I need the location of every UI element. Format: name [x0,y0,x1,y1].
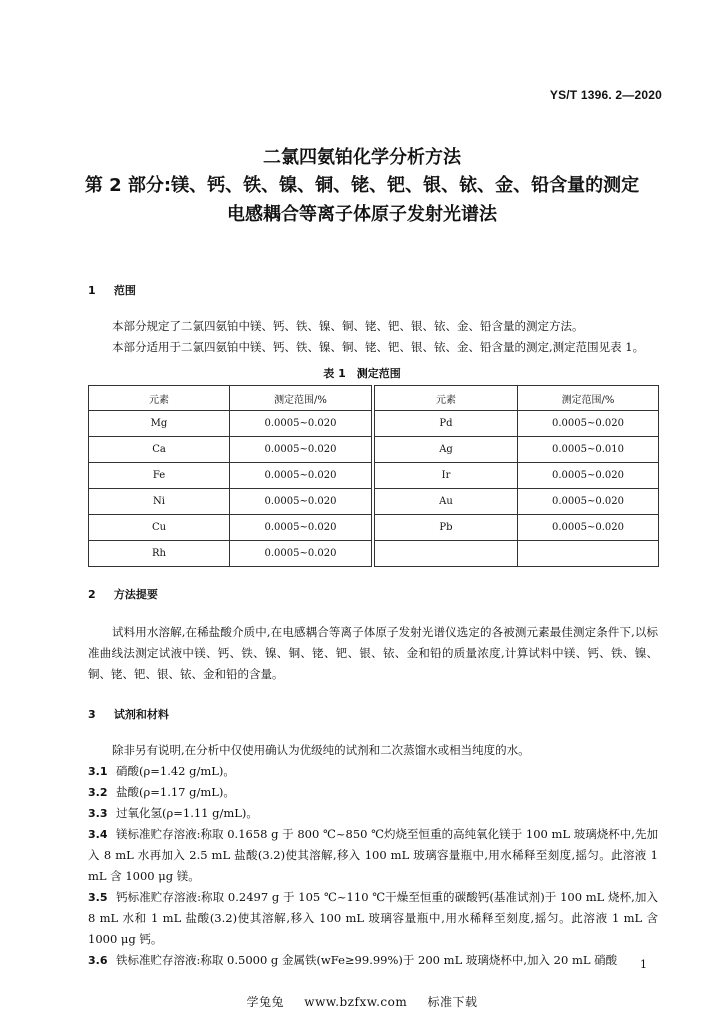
range-cell: 0.0005~0.020 [230,463,372,489]
table-row [89,411,372,437]
range-table-left [88,385,372,567]
table-row [89,437,372,463]
table-header-row [375,386,659,411]
element-cell [375,541,518,567]
section-title: 方法提要 [113,588,158,601]
item-number: 3.1 [88,765,108,778]
document-title-line2: 第 2 部分:镁、钙、铁、镍、铜、铑、钯、银、铱、金、铅含量的测定 [84,175,640,196]
section-2-paragraph: 试料用水溶解,在稀盐酸介质中,在电感耦合等离子体原子发射光谱仪选定的各被测元素最佳测定条件下,以标准曲线法测定试液中镁、钙、铁、镍、铜、铑、钯、银、铱、金和铅的质量浓度,计算试料中镁、钙、铁、镍、铜、铑、钯、银、铱、金和铅的含量。 [88,625,658,681]
range-cell: 0.0005~0.010 [518,437,659,463]
column-header-range: 测定范围/% [230,386,372,411]
table-row [375,437,659,463]
table-row [375,541,659,567]
table-row [375,463,659,489]
item-text: 盐酸(ρ=1.17 g/mL)。 [116,785,235,799]
element-cell: Ir [375,463,518,489]
range-cell: 0.0005~0.020 [230,437,372,463]
element-cell: Ag [375,437,518,463]
table-row [89,489,372,515]
item-text: 铁标准贮存溶液:称取 0.5000 g 金属铁(wFe≥99.99%)于 200 mL 玻璃烧杯中,加入 20 mL 硝酸 [116,953,618,967]
reagent-item [88,761,658,782]
element-cell: Pb [375,515,518,541]
column-header-element: 元素 [89,386,230,411]
table-caption: 表 1 测定范围 [323,367,401,380]
section-2-heading [88,586,158,602]
table-row [375,489,659,515]
document-title-line1: 二氯四氨铂化学分析方法 [263,147,461,168]
section-number: 1 [88,284,96,297]
range-cell: 0.0005~0.020 [230,515,372,541]
section-number: 2 [88,588,96,601]
section-3-intro: 除非另有说明,在分析中仅使用确认为优级纯的试剂和二次蒸馏水或相当纯度的水。 [112,743,530,757]
item-number: 3.2 [88,786,108,799]
reagent-item [88,950,628,971]
range-cell: 0.0005~0.020 [518,489,659,515]
range-cell [518,541,659,567]
footer-slogan: 标准下载 [427,995,478,1009]
section-title: 范围 [113,284,136,297]
element-cell: Mg [89,411,230,437]
range-cell: 0.0005~0.020 [518,515,659,541]
element-cell: Pd [375,411,518,437]
item-number: 3.6 [88,954,108,967]
section-1-heading [88,282,136,298]
reagent-item [88,824,658,887]
item-text: 硝酸(ρ=1.42 g/mL)。 [116,764,235,778]
range-cell: 0.0005~0.020 [230,411,372,437]
item-number: 3.5 [88,891,108,904]
element-cell: Au [375,489,518,515]
section-3-heading [88,706,169,722]
document-title-line3: 电感耦合等离子体原子发射光谱法 [227,204,497,225]
range-cell: 0.0005~0.020 [230,489,372,515]
reagent-item [88,803,658,824]
item-number: 3.4 [88,828,108,841]
footer-watermark [0,993,724,1010]
range-table-right [374,385,659,567]
column-header-range: 测定范围/% [518,386,659,411]
table-row [89,541,372,567]
standard-code: YS/T 1396. 2—2020 [549,88,662,102]
element-cell: Rh [89,541,230,567]
element-cell: Ni [89,489,230,515]
footer-site-name: 学兔兔 [246,995,284,1009]
section-1-paragraph-2: 本部分适用于二氯四氨铂中镁、钙、铁、镍、铜、铑、钯、银、铱、金、铅含量的测定,测定范围见表 1。 [112,340,645,354]
footer-url[interactable]: www.bzfxw.com [304,995,408,1009]
range-cell: 0.0005~0.020 [230,541,372,567]
page-number: 1 [640,958,647,971]
item-text: 钙标准贮存溶液:称取 0.2497 g 于 105 ℃~110 ℃干燥至恒重的碳酸钙(基准试剂)于 100 mL 烧杯,加入 8 mL 水和 1 mL 盐酸(3.2)使其溶解,移入 100 mL 玻璃容量瓶中,用水稀释至刻度,摇匀。此溶液 1 mL 含 1000 μg 钙。 [88,890,658,946]
range-cell: 0.0005~0.020 [518,411,659,437]
reagent-item [88,782,658,803]
range-cell: 0.0005~0.020 [518,463,659,489]
item-text: 过氧化氢(ρ=1.11 g/mL)。 [116,806,258,820]
item-text: 镁标准贮存溶液:称取 0.1658 g 于 800 ℃~850 ℃灼烧至恒重的高纯氧化镁于 100 mL 玻璃烧杯中,先加入 8 mL 水再加入 2.5 mL 盐酸(3.2)使其溶解,移入 100 mL 玻璃容量瓶中,用水稀释至刻度,摇匀。此溶液 1 mL 含 1000 μg 镁。 [88,827,658,883]
section-title: 试剂和材料 [113,708,169,721]
element-cell: Cu [89,515,230,541]
table-header-row [89,386,372,411]
table-row [375,411,659,437]
column-header-element: 元素 [375,386,518,411]
table-row [89,515,372,541]
table-row [89,463,372,489]
element-cell: Ca [89,437,230,463]
table-row [375,515,659,541]
section-1-paragraph-1: 本部分规定了二氯四氨铂中镁、钙、铁、镍、铜、铑、钯、银、铱、金、铅含量的测定方法。 [112,319,584,333]
item-number: 3.3 [88,807,108,820]
reagent-item [88,887,658,950]
section-number: 3 [88,708,96,721]
element-cell: Fe [89,463,230,489]
